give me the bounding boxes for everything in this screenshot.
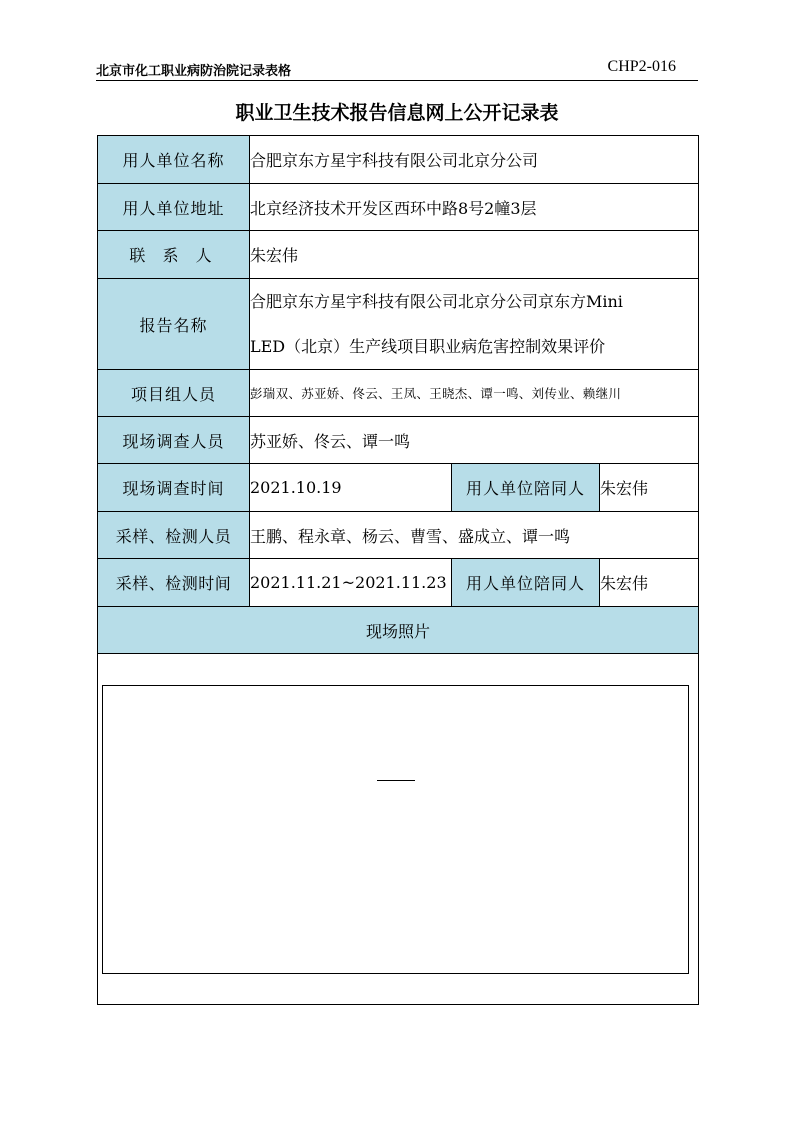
row-photos-header xyxy=(98,607,699,654)
header-organization: 北京市化工职业病防治院记录表格 xyxy=(96,64,292,79)
project-team-value: 彭瑞双、苏亚娇、佟云、王凤、王晓杰、谭一鸣、刘传业、赖继川 xyxy=(250,370,699,417)
site-investigation-time-value: 2021.10.19 xyxy=(250,464,452,512)
page-header xyxy=(96,58,698,81)
report-name-value xyxy=(250,279,699,370)
row-sampling-time xyxy=(98,559,699,607)
site-photos-cell xyxy=(98,654,699,1005)
site-investigators-value: 苏亚娇、佟云、谭一鸣 xyxy=(250,417,699,464)
row-site-investigation-time xyxy=(98,464,699,512)
site-investigators-label: 现场调查人员 xyxy=(98,417,250,464)
contact-value: 朱宏伟 xyxy=(250,231,699,279)
sampling-time-label: 采样、检测时间 xyxy=(98,559,250,607)
sampling-companion-value: 朱宏伟 xyxy=(600,559,699,607)
site-investigation-companion-label: 用人单位陪同人 xyxy=(452,464,600,512)
employer-name-value: 合肥京东方星宇科技有限公司北京分公司 xyxy=(250,136,699,184)
site-investigation-companion-value: 朱宏伟 xyxy=(600,464,699,512)
photo-frame xyxy=(102,685,689,974)
report-name-line2: LED（北京）生产线项目职业病危害控制效果评价 xyxy=(250,337,606,356)
row-project-team xyxy=(98,370,699,417)
row-contact xyxy=(98,231,699,279)
employer-address-value: 北京经济技术开发区西环中路8号2幢3层 xyxy=(250,184,699,231)
site-investigation-time-label: 现场调查时间 xyxy=(98,464,250,512)
row-sampling-staff xyxy=(98,512,699,559)
row-report-name xyxy=(98,279,699,370)
project-team-label: 项目组人员 xyxy=(98,370,250,417)
sampling-time-value: 2021.11.21~2021.11.23 xyxy=(250,559,452,607)
site-photos-label: 现场照片 xyxy=(98,607,699,654)
contact-label: 联 系 人 xyxy=(98,231,250,279)
report-name-line1: 合肥京东方星宇科技有限公司北京分公司京东方Mini xyxy=(250,292,623,311)
sampling-staff-label: 采样、检测人员 xyxy=(98,512,250,559)
record-form-table xyxy=(97,135,699,1005)
row-employer-name xyxy=(98,136,699,184)
row-photos xyxy=(98,654,699,1005)
document-title: 职业卫生技术报告信息网上公开记录表 xyxy=(235,102,559,124)
photo-placeholder-dash xyxy=(377,780,415,781)
employer-name-label: 用人单位名称 xyxy=(98,136,250,184)
header-form-code: CHP2-016 xyxy=(607,58,676,75)
row-site-investigators xyxy=(98,417,699,464)
employer-address-label: 用人单位地址 xyxy=(98,184,250,231)
row-employer-address xyxy=(98,184,699,231)
report-name-label: 报告名称 xyxy=(98,279,250,370)
sampling-staff-value: 王鹏、程永章、杨云、曹雪、盛成立、谭一鸣 xyxy=(250,512,699,559)
sampling-companion-label: 用人单位陪同人 xyxy=(452,559,600,607)
